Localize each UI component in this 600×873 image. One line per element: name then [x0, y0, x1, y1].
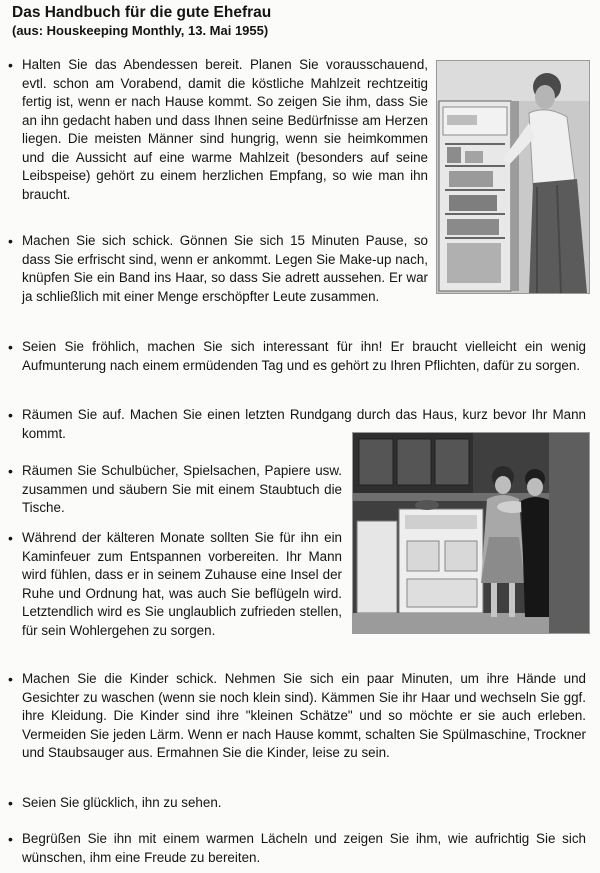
list-item-text: Räumen Sie auf. Machen Sie einen letzten Rundgang durch das Haus, kurz bevor Ihr Mann kommt. [22, 407, 586, 441]
list-item [8, 232, 428, 306]
document-title: Das Handbuch für die gute Ehefrau [12, 4, 272, 21]
list-item [8, 830, 586, 867]
list-item-text: Begrüßen Sie ihn mit einem warmen Lächeln und zeigen Sie ihm, wie aufrichtig Sie sich wünschen, ihm eine Freude zu bereiten. [22, 831, 586, 865]
list-item [8, 670, 586, 763]
list-item-text: Machen Sie die Kinder schick. Nehmen Sie sich ein paar Minuten, um ihre Hände und Gesichter zu waschen (wenn sie noch klein sind). Kämmen Sie ihr Haar und wechseln Sie ggf. ihre Kleidung. Die Kinder sind ihre "kleinen Schätze" und so möchte er sie auch erleben. Vermeiden Sie jeden Lärm. Wenn er nach Hause kommt, schalten Sie Spülmaschine, Trockner und Staubsauger aus. Ermahnen Sie die Kinder, leise zu sein. [22, 671, 586, 760]
list-item [8, 406, 586, 443]
list-item-text: Räumen Sie Schulbücher, Spielsachen, Papiere usw. zusammen und säubern Sie mit einem Staubtuch die Tische. [22, 463, 342, 515]
list-item [8, 529, 342, 640]
list-item [8, 794, 586, 813]
list-item-text: Seien Sie glücklich, ihn zu sehen. [22, 795, 222, 810]
bullet-icon: • [8, 57, 13, 73]
list-item-text: Halten Sie das Abendessen bereit. Planen Sie vorausschauend, evtl. schon am Vorabend, damit die köstliche Mahlzeit rechtzeitig fertig ist, wenn er nach Hause kommt. So zeigen Sie ihm, dass Sie an ihn gedacht haben und dass Ihnen seine Bedürfnisse am Herzen liegen. Die meisten Männer sind hungrig, wenn sie heimkommen und die Aussicht auf eine warme Mahlzeit (besonders auf seine Leibspeise) gehört zu einem herzlichen Empfang, so wie man ihn braucht. [22, 57, 428, 202]
list-item [8, 56, 428, 204]
list-item-text: Während der kälteren Monate sollten Sie für ihn ein Kaminfeuer zum Entspannen vorbereiten. Ihr Mann wird fühlen, dass er in seinem Zuhause eine Insel der Ruhe und Ordnung hat, was auch Sie beflügeln wird. Letztendlich wird es Sie unglaublich zufrieden stellen, für sein Wohlergehen zu sorgen. [22, 530, 342, 638]
bullet-icon: • [8, 795, 13, 811]
photo-woman-at-refrigerator [436, 60, 590, 294]
list-item-text: Seien Sie fröhlich, machen Sie sich interessant für ihn! Er braucht vielleicht ein wenig Aufmunterung nach einem ermüdenden Tag und es gehört zu Ihren Pflichten, dafür zu sorgen. [22, 339, 586, 373]
bullet-icon: • [8, 233, 13, 249]
list-item [8, 338, 586, 375]
bullet-icon: • [8, 671, 13, 687]
photo-couple-in-kitchen [352, 432, 590, 634]
bullet-icon: • [8, 407, 13, 423]
list-item [8, 462, 342, 518]
list-item-text: Machen Sie sich schick. Gönnen Sie sich 15 Minuten Pause, so dass Sie erfrischt sind, wenn er ankommt. Legen Sie Make-up nach, knüpfen Sie ein Band ins Haar, so dass Sie adrett aussehen. Er war ja schließlich mit einer Menge erschöpfter Leute zusammen. [22, 233, 428, 304]
document-subtitle: (aus: Houskeeping Monthly, 13. Mai 1955) [12, 23, 269, 38]
bullet-icon: • [8, 339, 13, 355]
bullet-icon: • [8, 463, 13, 479]
bullet-icon: • [8, 530, 13, 546]
bullet-icon: • [8, 831, 13, 847]
